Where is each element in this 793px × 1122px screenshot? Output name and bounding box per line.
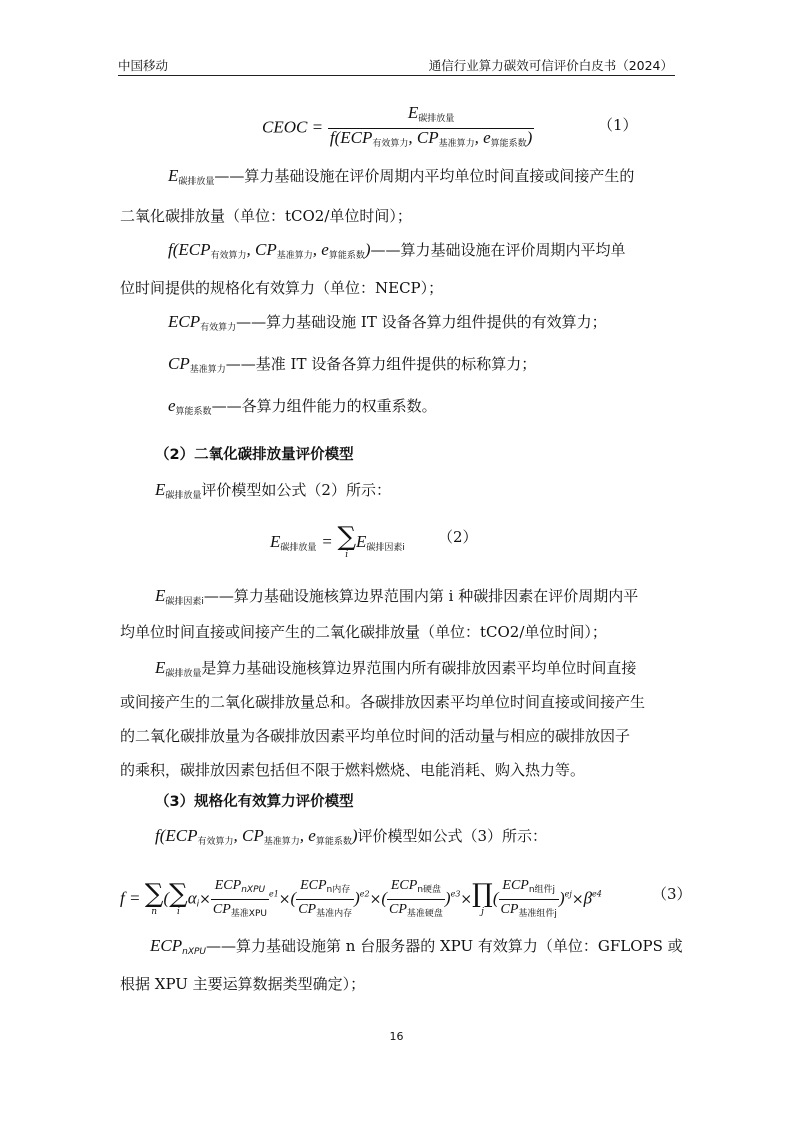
eq3-f2-exp-sub: 2 xyxy=(364,889,370,899)
eq1-den-v3: e xyxy=(483,128,491,147)
eq1-den-v2: CP xyxy=(416,128,439,147)
eq1-lhs: CEOC = xyxy=(262,117,324,137)
s2p2-var: E xyxy=(155,658,166,677)
def1-text: ——算力基础设施在评价周期内平均单位时间直接或间接产生的 xyxy=(214,167,635,185)
section-2-heading: （2）二氧化碳排放量评价模型 xyxy=(155,447,354,463)
eq3-sum-n xyxy=(144,878,164,918)
eq3-f3-exp-sub: 3 xyxy=(455,889,461,899)
def-2 xyxy=(168,240,626,266)
equation-2 xyxy=(270,522,405,561)
eq2-rhs-sub: 碳排因素i xyxy=(366,543,405,553)
eq3-sum-i-index: i xyxy=(176,906,180,917)
eq3-open-3: ( xyxy=(381,888,388,908)
eq1-den-s3: 算能系数 xyxy=(490,139,527,149)
eq3-open-2: ( xyxy=(290,888,297,908)
eq3-f1-num-s: nXPU xyxy=(241,885,266,895)
def-1 xyxy=(168,166,634,192)
eq3-times-5: × xyxy=(571,891,584,908)
eq3-f1-exp-sub: 1 xyxy=(273,889,279,899)
def2-v2: CP xyxy=(255,240,277,259)
s2-para-2-line-4: 的乘积，碳排放因素包括但不限于燃料燃烧、电能消耗、购入热力等。 xyxy=(120,761,586,779)
def2-s3: 算能系数 xyxy=(328,251,365,261)
def5-sub: 算能系数 xyxy=(175,407,212,417)
eq3-sum-i xyxy=(169,878,188,918)
eq3-times-4: × xyxy=(460,891,473,908)
eq3-f2-exp-e: e xyxy=(359,889,365,899)
eq1-fraction xyxy=(328,104,535,153)
def1-var: E xyxy=(168,166,179,185)
def2-f: f( xyxy=(168,240,179,259)
s3-intro-v3: e xyxy=(308,826,316,845)
eq2-sum-symbol: ∑ xyxy=(337,522,357,552)
s2-intro-text: 评价模型如公式（2）所示： xyxy=(201,481,391,499)
eq3-prod-index: j xyxy=(481,906,484,917)
eq1-den-s2: 基准算力 xyxy=(438,139,475,149)
def2-v1: ECP xyxy=(178,240,211,259)
def2-sep1: , xyxy=(246,240,256,259)
eq3-frac-4 xyxy=(499,876,559,923)
eq2-lhs-sub: 碳排放量 xyxy=(280,543,317,553)
eq3-beta-exp-sub: 4 xyxy=(596,889,602,899)
s3-intro-s1: 有效算力 xyxy=(197,837,234,847)
def-4 xyxy=(168,354,536,380)
eq3-f3-num-s: n硬盘 xyxy=(417,885,442,895)
def5-text: ——各算力组件能力的权重系数。 xyxy=(211,397,437,415)
eq3-close-4: ) xyxy=(558,888,565,908)
s3-intro-s2: 基准算力 xyxy=(263,837,300,847)
def-1-cont: 二氧化碳排放量（单位：tCO2/单位时间）； xyxy=(120,207,412,225)
eq3-f4-den-s: 基准组件j xyxy=(518,909,557,919)
def3-text: ——算力基础设施 IT 设备各算力组件提供的有效算力； xyxy=(236,313,607,331)
s3-intro-v2: CP xyxy=(242,826,264,845)
eq3-prod-symbol: ∏ xyxy=(472,878,493,909)
eq2-rhs-var: E xyxy=(356,532,367,551)
s2-para-1-cont: 均单位时间直接或间接产生的二氧化碳排放量（单位：tCO2/单位时间）； xyxy=(120,623,607,641)
s2-para-2-line-3: 的二氧化碳排放量为各碳排放因素平均单位时间的活动量与相应的碳排放因子 xyxy=(120,727,631,745)
eq3-close-2: ) xyxy=(354,888,360,908)
s2-para-2 xyxy=(155,658,636,684)
equation-1 xyxy=(262,104,534,153)
eq1-num-sub: 碳排放量 xyxy=(418,114,455,124)
eq3-f3-num-v: ECP xyxy=(390,878,418,893)
eq1-den-s1: 有效算力 xyxy=(372,139,409,149)
eq3-times-3: × xyxy=(369,891,382,908)
eq3-f2-exp xyxy=(360,890,370,899)
eq3-f4-den-v: CP xyxy=(500,902,519,917)
eq2-label: （2） xyxy=(438,528,478,546)
eq2-lhs-var: E xyxy=(270,532,281,551)
s3-intro-close: ) xyxy=(351,826,358,845)
def5-var: e xyxy=(168,396,176,415)
s3-intro-text: 评价模型如公式（3）所示： xyxy=(357,827,548,845)
section-3-heading: （3）规格化有效算力评价模型 xyxy=(155,794,354,810)
eq1-den-f: f( xyxy=(329,128,341,147)
def2-close: ) xyxy=(364,240,371,259)
section-2-intro xyxy=(155,480,391,506)
s2p1-var: E xyxy=(155,586,166,605)
eq3-alpha: α xyxy=(187,888,197,908)
def2-s2: 基准算力 xyxy=(276,251,313,261)
s2-para-1 xyxy=(155,586,638,612)
eq1-den-close: ) xyxy=(526,128,533,147)
s2-intro-var: E xyxy=(155,480,166,499)
eq3-sum-n-index: n xyxy=(151,906,158,917)
eq3-f4-num-s: n组件j xyxy=(528,885,556,895)
def4-var: CP xyxy=(168,354,190,373)
def2-v3: e xyxy=(321,240,329,259)
eq3-beta: β xyxy=(583,888,593,908)
eq3-close-3: ) xyxy=(444,888,451,908)
eq3-times-1: × xyxy=(199,891,211,908)
eq2-sum xyxy=(337,522,357,561)
s3-para-1-cont: 根据 XPU 主要运算数据类型确定）； xyxy=(120,975,366,993)
eq3-f2-den-v: CP xyxy=(298,902,317,917)
eq3-f1-num-v: ECP xyxy=(214,878,242,893)
eq3-beta-exp-e: e xyxy=(592,889,597,899)
def2-text: ——算力基础设施在评价周期内平均单 xyxy=(370,241,626,259)
def2-s1: 有效算力 xyxy=(210,251,247,261)
eq1-den-sep1: , xyxy=(408,128,417,147)
eq3-prod xyxy=(472,878,493,918)
eq3-times-2: × xyxy=(278,891,291,908)
s2p2-text: 是算力基础设施核算边界范围内所有碳排放因素平均单位时间直接 xyxy=(201,659,637,677)
eq3-f3-exp-e: e xyxy=(450,889,456,899)
eq3-f1-exp-e: e xyxy=(268,889,274,899)
def3-var: ECP xyxy=(168,312,201,331)
eq3-label: （3） xyxy=(652,885,692,903)
eq3-sum-i-symbol: ∑ xyxy=(169,878,188,909)
s3-intro-v1: ECP xyxy=(165,826,198,845)
s3-intro-f: f( xyxy=(155,826,166,845)
eq3-frac-1 xyxy=(211,876,269,923)
eq1-num-var: E xyxy=(407,103,419,122)
eq3-f4-exp-e: e xyxy=(564,889,570,899)
eq3-lhs: f = xyxy=(120,888,141,908)
eq3-f2-num-v: ECP xyxy=(300,878,327,893)
eq3-alpha-sub: i xyxy=(196,899,200,910)
def-5 xyxy=(168,396,437,422)
s2p1-text: ——算力基础设施核算边界范围内第 i 种碳排因素在评价周期内平 xyxy=(203,587,639,605)
eq3-f2-num-s: n内存 xyxy=(326,885,351,895)
s3p1-sub: nXPU xyxy=(182,947,206,957)
eq1-den-v1: ECP xyxy=(340,128,373,147)
s3p1-text: ——算力基础设施第 n 台服务器的 XPU 有效算力（单位：GFLOPS 或 xyxy=(206,937,683,955)
s2p2-sub: 碳排放量 xyxy=(165,669,202,679)
s3-para-1 xyxy=(150,936,683,962)
eq3-f4-num-v: ECP xyxy=(502,878,529,893)
def4-sub: 基准算力 xyxy=(189,365,226,375)
eq3-f1-den-v: CP xyxy=(212,902,231,917)
page-number: 16 xyxy=(389,1030,404,1043)
header-left: 中国移动 xyxy=(118,58,169,73)
eq1-den-sep2: , xyxy=(474,128,484,147)
eq3-f3-den-s: 基准硬盘 xyxy=(406,909,443,919)
def4-text: ——基准 IT 设备各算力组件提供的标称算力； xyxy=(225,355,537,373)
eq3-f4-exp xyxy=(565,890,572,899)
s2p1-sub: 碳排因素i xyxy=(165,597,204,607)
eq2-sum-index: i xyxy=(345,550,349,560)
eq3-f4-exp-sub: j xyxy=(569,889,572,899)
def1-sub: 碳排放量 xyxy=(178,177,215,187)
def2-sep2: , xyxy=(312,240,322,259)
s2-intro-sub: 碳排放量 xyxy=(165,491,202,501)
eq1-label: （1） xyxy=(598,116,638,134)
def3-sub: 有效算力 xyxy=(200,323,237,333)
equation-3 xyxy=(120,876,602,923)
eq3-beta-exp xyxy=(592,890,602,899)
eq3-open-4: ( xyxy=(492,888,499,908)
eq3-open-1: ( xyxy=(163,888,170,908)
s3-intro-sep1: , xyxy=(233,826,243,845)
section-3-intro xyxy=(155,826,547,852)
eq3-frac-3 xyxy=(387,876,445,923)
s3-intro-sep2: , xyxy=(299,826,309,845)
s2-para-2-line-2: 或间接产生的二氧化碳排放量总和。各碳排放因素平均单位时间直接或间接产生 xyxy=(120,693,646,711)
eq3-f2-den-s: 基准内存 xyxy=(316,909,353,919)
def-3 xyxy=(168,312,607,338)
s3-intro-s3: 算能系数 xyxy=(315,837,352,847)
header-rule xyxy=(118,75,675,76)
eq3-sum-n-symbol: ∑ xyxy=(144,878,164,909)
eq3-frac-2 xyxy=(296,876,354,923)
eq3-f3-exp xyxy=(451,890,461,899)
def-2-cont: 位时间提供的规格化有效算力（单位：NECP）； xyxy=(120,279,444,297)
eq3-f3-den-v: CP xyxy=(389,902,407,917)
eq2-equals: = xyxy=(321,532,333,551)
header-right: 通信行业算力碳效可信评价白皮书（2024） xyxy=(428,58,673,73)
s3p1-var: ECP xyxy=(150,936,183,955)
eq3-f1-exp xyxy=(269,890,279,899)
eq3-f1-den-s: 基准XPU xyxy=(230,909,267,919)
